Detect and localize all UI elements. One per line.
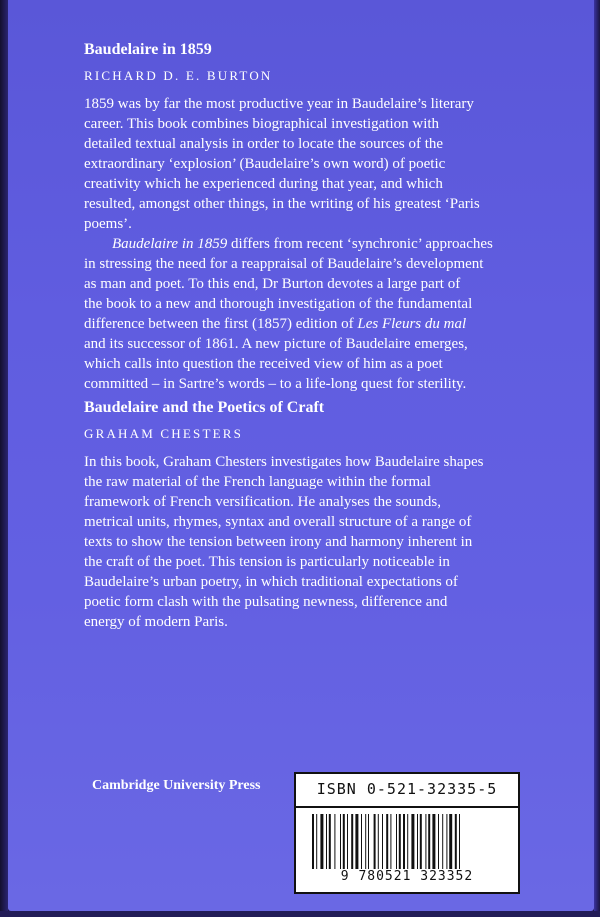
cover-bottom-edge [0,911,600,917]
book-1-italic-fleurs: Les Fleurs du mal [357,316,467,332]
book-2-author: GRAHAM CHESTERS [84,426,244,441]
book-2-title: Baudelaire and the Poetics of Craft [84,399,325,416]
book-1-section [84,40,524,394]
book-1-paragraph-2-text-a: differs from recent ‘synchronic’ approaches in stressing the need for a reappraisal of Baudelaire’s development as man and poet. To this end, Dr Burton devotes a large part of the book to a new and thorough investigation of the fundamental difference between the first (1857) edition of [84,236,493,332]
isbn-barcode-label [294,772,520,894]
spine-shadow [0,0,8,917]
book-1-title: Baudelaire in 1859 [84,41,212,58]
isbn-divider [296,806,518,808]
cover-edge [594,0,600,917]
isbn-number: ISBN 0-521-32335-5 [316,780,498,798]
ean-number: 9 780521 323352 [296,869,518,885]
book-1-paragraph-1: 1859 was by far the most productive year in Baudelaire’s literary career. This book combines biographical investigation with detailed textual analysis in order to locate the sources of the extraordinary ‘explosion’ (Baudelaire’s own word) of poetic creativity which he experienced during that year, and which resulted, amongst other things, in the writing of his greatest ‘Paris poems’. [84,96,480,232]
book-2-paragraph-1: In this book, Graham Chesters investigates how Baudelaire shapes the raw material of the French language within the formal framework of French versification. He analyses the sounds, metrical units, rhymes, syntax and overall structure of a range of texts to show the tension between irony and harmony inherent in the craft of the poet. This tension is particularly noticeable in Baudelaire’s urban poetry, in which traditional expectations of poetic form clash with the pulsating newness, difference and energy of modern Paris. [84,454,484,630]
book-1-paragraph-2 [84,234,524,394]
book-1-paragraph-2-text-b: and its successor of 1861. A new picture of Baudelaire emerges, which calls into question the received view of him as a poet committed – in Sartre’s words – to a life-long quest for sterility. [84,336,468,392]
book-1-author: RICHARD D. E. BURTON [84,68,273,83]
book-2-section [84,398,524,632]
book-1-italic-title: Baudelaire in 1859 [112,236,228,252]
publisher-name: Cambridge University Press [92,778,261,793]
